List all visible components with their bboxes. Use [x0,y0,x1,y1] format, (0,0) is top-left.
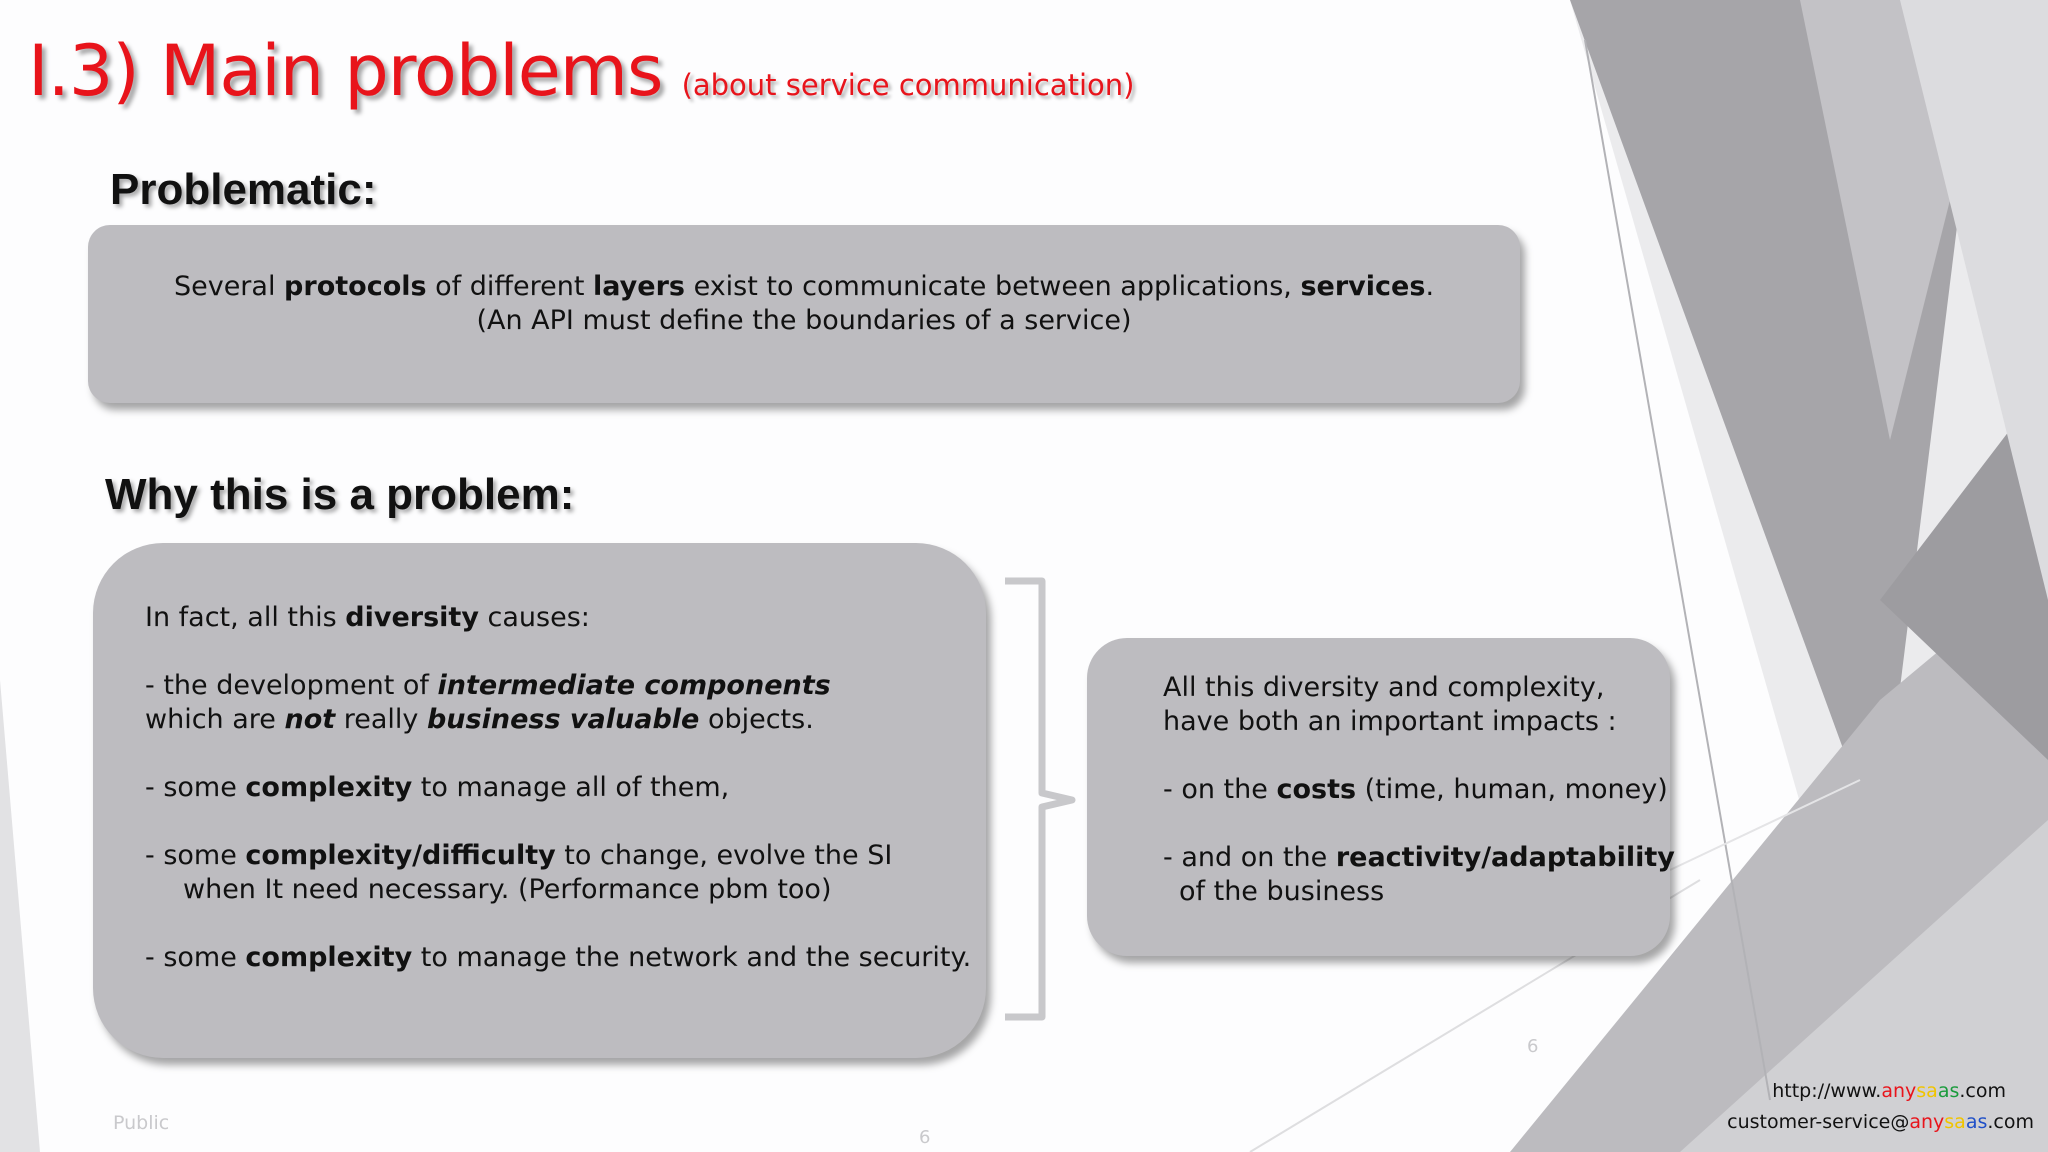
why-item-3-cont: when It need necessary. (Performance pbm too) [183,874,832,905]
text: http://www. [1772,1080,1882,1102]
text-bold: complexity/difficulty [245,840,556,871]
text: (time, human, money) [1356,774,1668,805]
text-bold: reactivity/adaptability [1335,842,1675,873]
impact-box [1087,638,1675,956]
text: to change, evolve the SI [555,840,893,871]
text-bold: costs [1276,774,1357,805]
problematic-line-1 [88,270,1520,304]
brand-part: sa [1944,1111,1966,1133]
brand-part: as [1937,1080,1960,1102]
text: exist to communicate between applications, [684,271,1301,302]
why-heading: Why this is a problem: [105,470,575,519]
text: which are [145,704,285,735]
text-bold: diversity [345,602,479,633]
text-bold: services [1300,271,1426,302]
why-box [93,543,986,1058]
footer-public-label: Public [113,1112,170,1134]
text: of different [426,271,594,302]
impact-item-2-cont: of the business [1179,876,1385,907]
slide-title [28,30,1134,112]
text-bold: complexity [245,942,413,973]
why-item-4 [145,941,986,975]
website-link[interactable] [1772,1080,2006,1102]
text: - some [145,772,246,803]
problematic-box [88,225,1520,403]
brand-part: any [1881,1080,1917,1102]
brand-part: sa [1916,1080,1938,1102]
text: objects. [699,704,814,735]
text: customer-service@ [1727,1111,1910,1133]
brand-part: any [1909,1111,1945,1133]
right-bracket-icon [1000,575,1080,1025]
text: to manage all of them, [412,772,730,803]
why-item-1 [145,669,986,703]
text-bold-italic: intermediate components [437,670,831,701]
why-item-1-cont [145,703,986,737]
problematic-heading: Problematic: [110,165,377,214]
text: - some [145,942,246,973]
text-bold-italic: business valuable [426,704,700,735]
text-bold: complexity [245,772,413,803]
why-item-2 [145,771,986,805]
text: causes: [478,602,590,633]
impact-item-2 [1163,841,1675,875]
text: .com [1987,1111,2034,1133]
brand-part: as [1965,1111,1988,1133]
text: .com [1959,1080,2006,1102]
text-bold: protocols [284,271,427,302]
email-link[interactable] [1727,1111,2034,1133]
title-main: I.3) Main problems [28,30,663,112]
text: Several [173,271,285,302]
text: to manage the network and the security. [412,942,972,973]
title-subtitle: (about service communication) [681,68,1135,102]
why-intro [145,601,986,635]
text: - on the [1163,774,1277,805]
text-bold-italic: not [284,704,336,735]
why-item-3 [145,839,986,873]
problematic-line-2: (An API must define the boundaries of a service) [476,305,1132,336]
text-bold: layers [593,271,685,302]
impact-item-1 [1163,773,1670,807]
text: In fact, all this [145,602,346,633]
text: - and on the [1163,842,1336,873]
text: - some [145,840,246,871]
page-number: 6 [919,1127,931,1148]
page-number-secondary: 6 [1527,1036,1539,1057]
impact-line-1: All this diversity and complexity, [1163,672,1605,703]
text: - the development of [145,670,438,701]
text: . [1425,271,1435,302]
text: really [335,704,427,735]
impact-line-2: have both an important impacts : [1163,706,1617,737]
